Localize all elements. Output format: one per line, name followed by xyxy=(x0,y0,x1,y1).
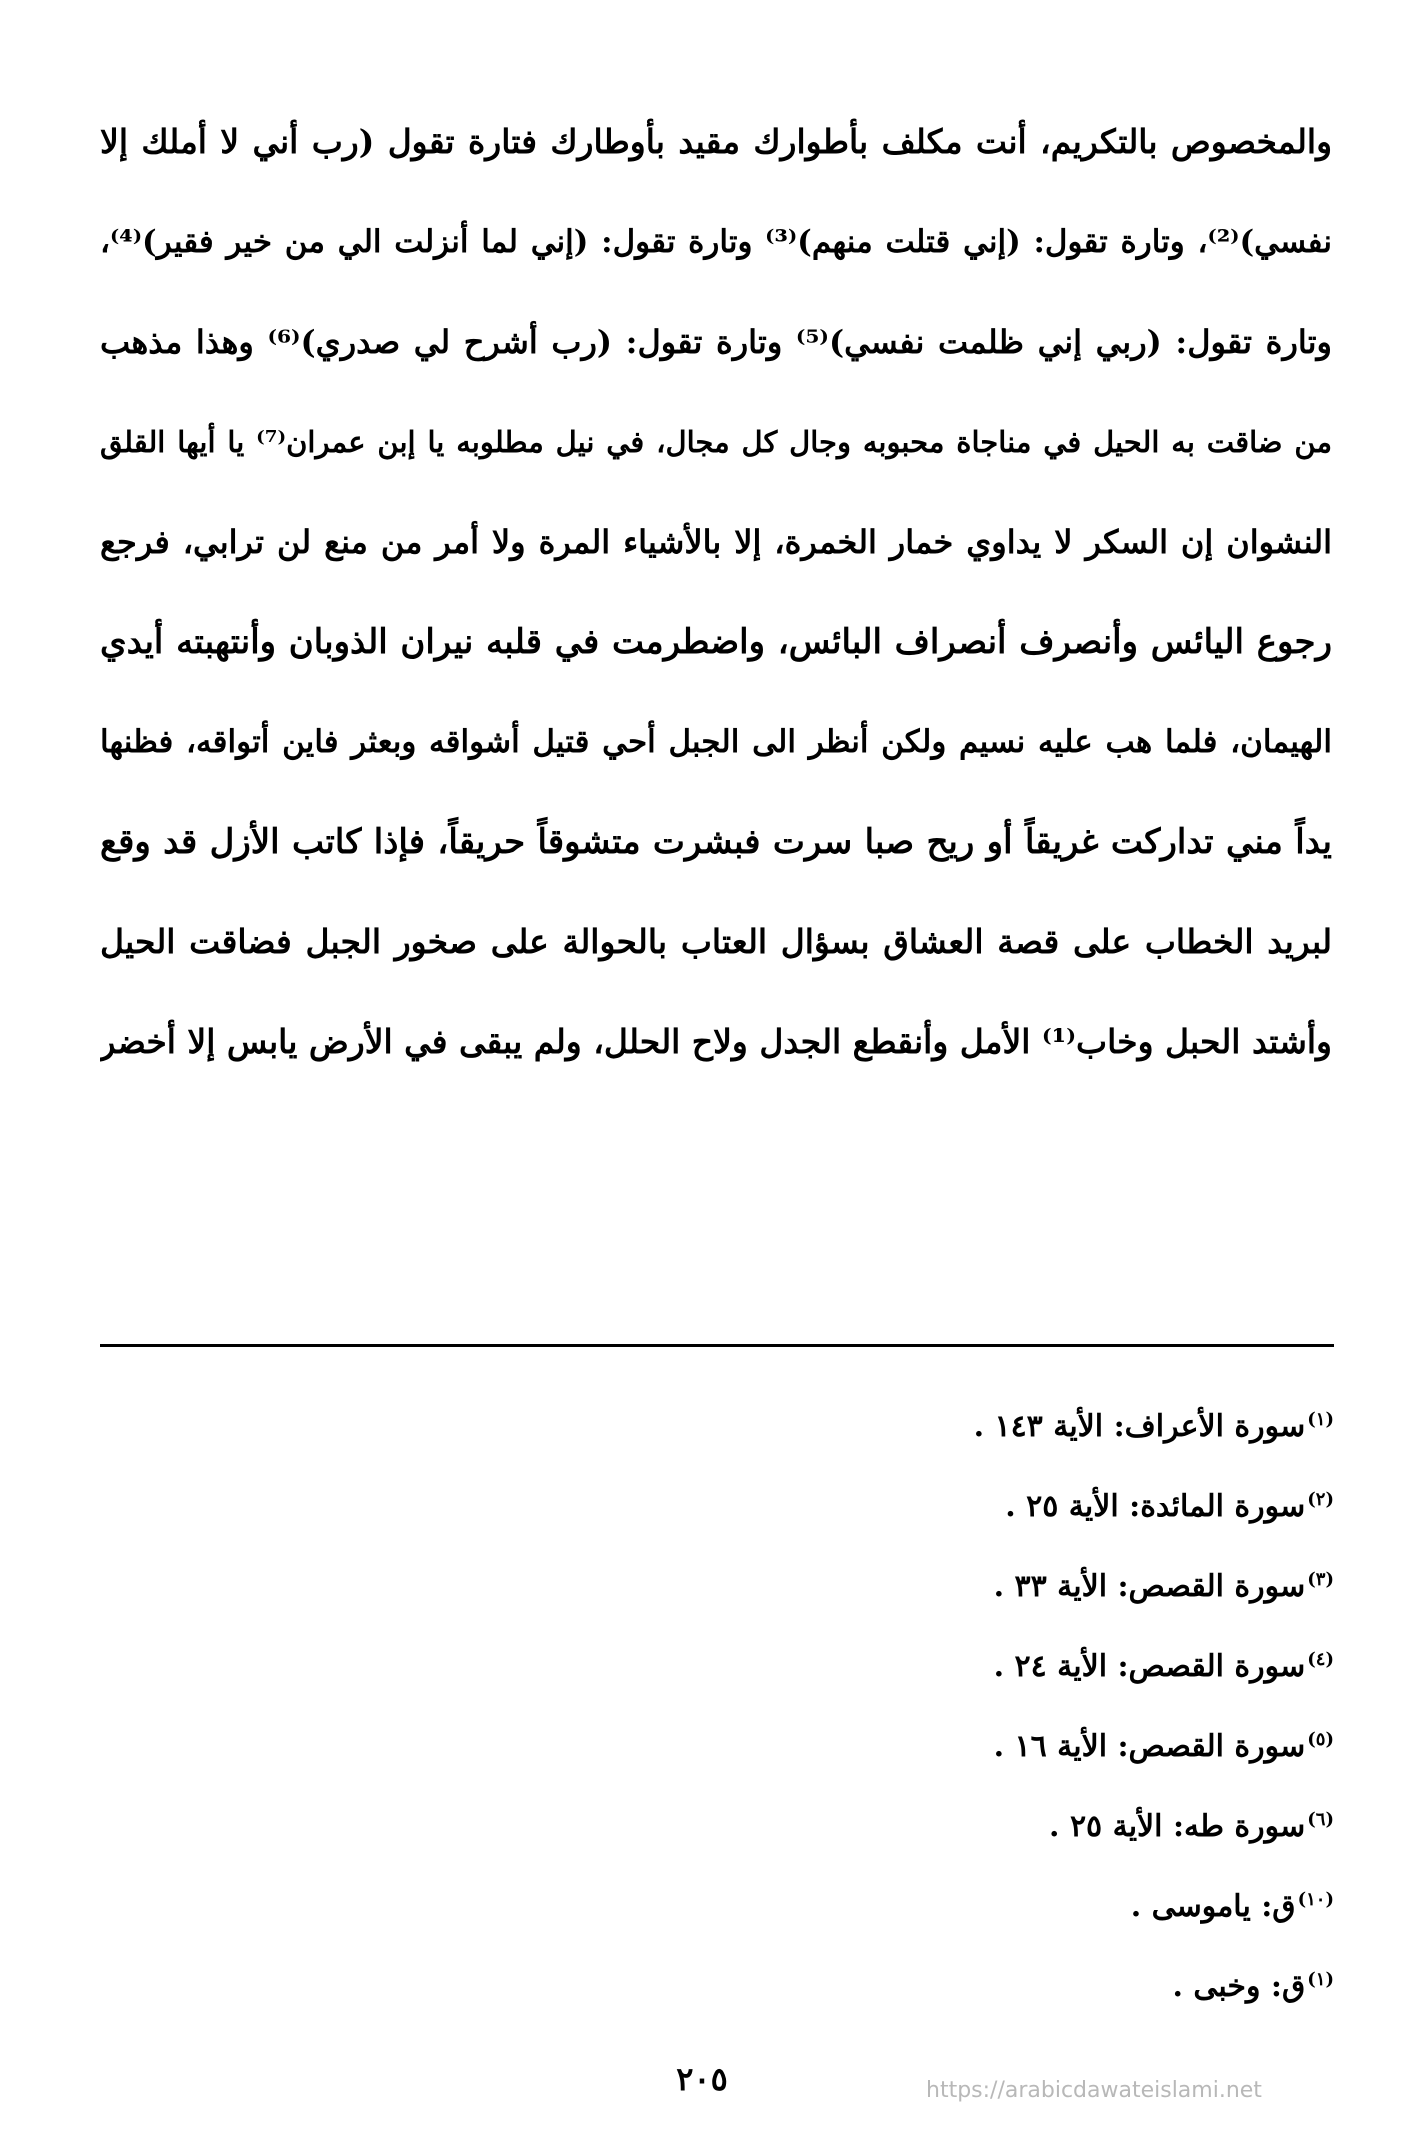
footnote-number: (٢) xyxy=(1307,1489,1334,1510)
footnote-text: سورة القصص: الأية ١٦ . xyxy=(993,1729,1306,1764)
watermark-url: https://arabicdawateislami.net xyxy=(926,2078,1262,2103)
footnote-number: (١٠) xyxy=(1297,1889,1334,1910)
text-line-5: النشوان إن السكر لا يداوي خمار الخمرة، إلا بالأشياء المرة ولا أمر من منع لن ترابي، فرجع xyxy=(100,523,1332,561)
footnote-2 xyxy=(634,1460,1334,1540)
main-text xyxy=(100,92,1332,1092)
footnote-7 xyxy=(634,1860,1334,1940)
footnote-separator xyxy=(100,1344,1334,1347)
footnote-number: (١) xyxy=(1307,1969,1334,1990)
text-line-7: الهيمان، فلما هب عليه نسيم ولكن أنظر الى الجبل أحي قتيل أشواقه وبعثر فاين أتواقه، فظنها xyxy=(100,724,1332,760)
footnote-6 xyxy=(634,1780,1334,1860)
footnote-text: ق: وخبى . xyxy=(1172,1969,1306,2004)
text-line-8: يداً مني تداركت غريقاً أو ريح صبا سرت فبشرت متشوقاً حريقاً، فإذا كاتب الأزل قد وقع xyxy=(100,822,1332,862)
footnote-text: سورة القصص: الأية ٢٤ . xyxy=(993,1649,1306,1684)
footnote-number: (٤) xyxy=(1307,1649,1334,1670)
footnote-5 xyxy=(634,1700,1334,1780)
text-line-9: لبريد الخطاب على قصة العشاق بسؤال العتاب بالحوالة على صخور الجبل فضاقت الحيل xyxy=(100,922,1332,961)
footnote-8 xyxy=(634,1940,1334,2020)
footnote-text: سورة المائدة: الأية ٢٥ . xyxy=(1005,1489,1306,1524)
footnotes xyxy=(634,1380,1334,2020)
footnote-text: سورة القصص: الأية ٣٣ . xyxy=(993,1569,1306,1604)
page-number: ٢٠٥ xyxy=(676,2060,728,2098)
footnote-1 xyxy=(634,1380,1334,1460)
text-line-3: وتارة تقول: (ربي إني ظلمت نفسي)⁽⁵⁾ وتارة تقول: (رب أشرح لي صدري)⁽⁶⁾ وهذا مذهب xyxy=(100,323,1332,361)
footnote-text: سورة طه: الأية ٢٥ . xyxy=(1049,1809,1306,1844)
text-line-1: والمخصوص بالتكريم، أنت مكلف بأطوارك مقيد بأوطارك فتارة تقول (رب أني لا أملك إلا xyxy=(100,122,1332,161)
text-line-10: وأشتد الحبل وخاب⁽¹⁾ الأمل وأنقطع الجدل ولاح الحلل، ولم يبقى في الأرض يابس إلا أخضر xyxy=(100,1022,1332,1061)
text-line-6: رجوع اليائس وأنصرف أنصراف البائس، واضطرمت في قلبه نيران الذوبان وأنتهبته أيدي xyxy=(100,622,1332,662)
footnote-number: (٣) xyxy=(1307,1569,1334,1590)
footnote-number: (٦) xyxy=(1307,1809,1334,1830)
footnote-text: ق: ياموسى . xyxy=(1130,1889,1296,1924)
text-line-2: نفسي)⁽²⁾، وتارة تقول: (إني قتلت منهم)⁽³⁾ وتارة تقول: (إني لما أنزلت الي من خير فقير)⁽⁴⁾، xyxy=(100,224,1332,260)
footnote-text: سورة الأعراف: الأية ١٤٣ . xyxy=(973,1409,1306,1444)
text-line-4: من ضاقت به الحيل في مناجاة محبوبه وجال كل مجال، في نيل مطلوبه يا إبن عمران⁽⁷⁾ يا أيها القلق xyxy=(100,425,1332,459)
footnote-3 xyxy=(634,1540,1334,1620)
footnote-4 xyxy=(634,1620,1334,1700)
footnote-number: (٥) xyxy=(1307,1729,1334,1750)
footnote-number: (١) xyxy=(1307,1409,1334,1430)
